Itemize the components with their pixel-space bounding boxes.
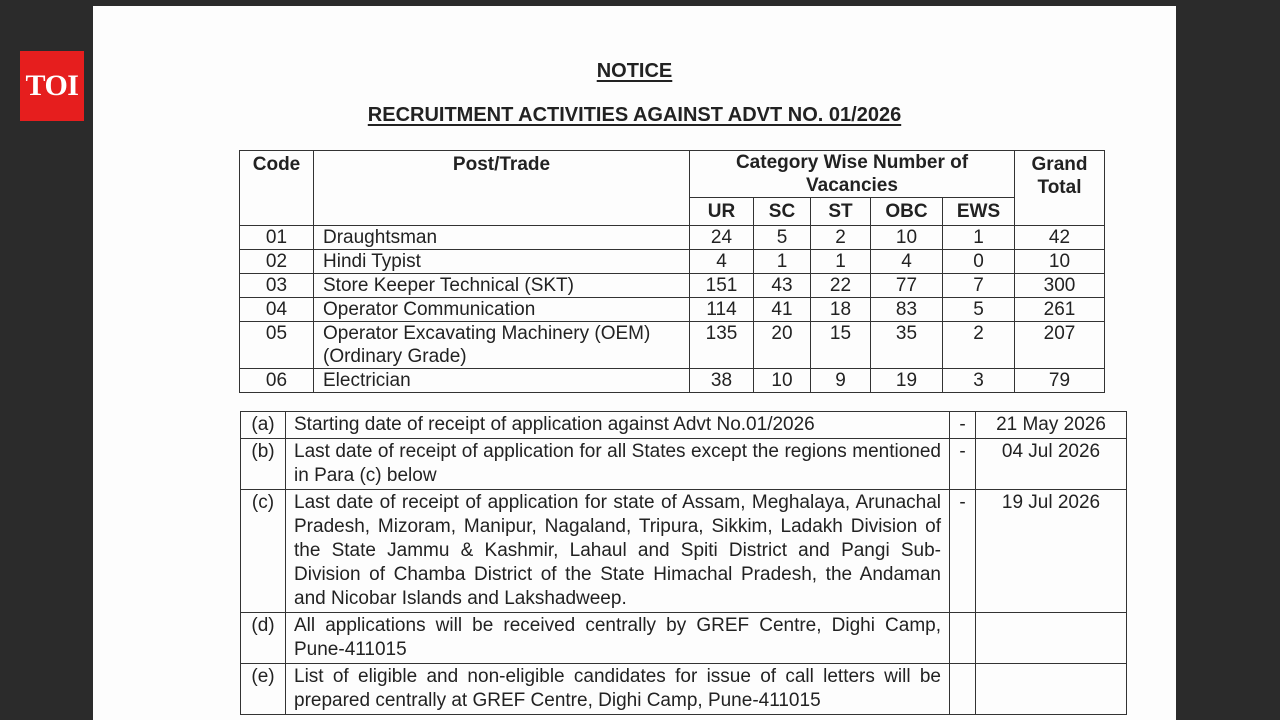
row-description: All applications will be received centrally by GREF Centre, Dighi Camp, Pune-411015: [286, 613, 950, 664]
row-label: (c): [241, 490, 286, 613]
ews-cell: 2: [943, 322, 1015, 369]
total-cell: 261: [1015, 298, 1105, 322]
table-row: [241, 613, 1127, 664]
toi-logo: TOI: [20, 51, 84, 121]
dates-table: [240, 411, 1127, 715]
sc-cell: 10: [754, 369, 811, 393]
row-date: 19 Jul 2026: [976, 490, 1127, 613]
header-st: ST: [811, 198, 871, 226]
st-cell: 1: [811, 250, 871, 274]
code-cell: 02: [240, 250, 314, 274]
row-date: [976, 664, 1127, 715]
row-date: 21 May 2026: [976, 412, 1127, 439]
header-category-vacancies: Category Wise Number of Vacancies: [690, 151, 1015, 198]
row-label: (a): [241, 412, 286, 439]
notice-heading: RECRUITMENT ACTIVITIES AGAINST ADVT NO. 01/2026: [367, 104, 902, 126]
obc-cell: 77: [871, 274, 943, 298]
table-row: [241, 439, 1127, 490]
post-cell: Electrician: [314, 369, 690, 393]
ews-cell: 7: [943, 274, 1015, 298]
sc-cell: 43: [754, 274, 811, 298]
total-cell: 79: [1015, 369, 1105, 393]
ews-cell: 5: [943, 298, 1015, 322]
ur-cell: 151: [690, 274, 754, 298]
sc-cell: 5: [754, 226, 811, 250]
header-sc: SC: [754, 198, 811, 226]
obc-cell: 35: [871, 322, 943, 369]
st-cell: 18: [811, 298, 871, 322]
obc-cell: 83: [871, 298, 943, 322]
total-cell: 42: [1015, 226, 1105, 250]
ur-cell: 135: [690, 322, 754, 369]
table-row: [240, 274, 1105, 298]
post-cell: Draughtsman: [314, 226, 690, 250]
row-description: Last date of receipt of application for state of Assam, Meghalaya, Arunachal Pradesh, Mizoram, Manipur, Nagaland, Tripura, Sikkim, Ladakh Division of the State Jammu & Kashmir, Lahaul and Spiti District and Pangi Sub-Division of Chamba District of the State Himachal Pradesh, the Andaman and Nicobar Islands and Lakshadweep.: [286, 490, 950, 613]
row-label: (e): [241, 664, 286, 715]
table-row: [241, 490, 1127, 613]
row-description: List of eligible and non-eligible candidates for issue of call letters will be prepared centrally at GREF Centre, Dighi Camp, Pune-411015: [286, 664, 950, 715]
obc-cell: 10: [871, 226, 943, 250]
table-row: [241, 664, 1127, 715]
ur-cell: 38: [690, 369, 754, 393]
row-description: Starting date of receipt of application against Advt No.01/2026: [286, 412, 950, 439]
row-label: (d): [241, 613, 286, 664]
row-dash: [950, 613, 976, 664]
row-date: [976, 613, 1127, 664]
row-dash: -: [950, 439, 976, 490]
code-cell: 01: [240, 226, 314, 250]
table-row: [240, 298, 1105, 322]
row-dash: -: [950, 490, 976, 613]
sc-cell: 20: [754, 322, 811, 369]
post-cell: Store Keeper Technical (SKT): [314, 274, 690, 298]
header-ews: EWS: [943, 198, 1015, 226]
ur-cell: 4: [690, 250, 754, 274]
table-row: [241, 412, 1127, 439]
vacancy-table: [239, 150, 1105, 393]
table-row: [240, 226, 1105, 250]
code-cell: 04: [240, 298, 314, 322]
post-cell: Operator Excavating Machinery (OEM) (Ordinary Grade): [314, 322, 690, 369]
table-row: [240, 369, 1105, 393]
header-ur: UR: [690, 198, 754, 226]
table-row: [240, 322, 1105, 369]
header-post-trade: Post/Trade: [314, 151, 690, 226]
obc-cell: 4: [871, 250, 943, 274]
ews-cell: 3: [943, 369, 1015, 393]
post-cell: Hindi Typist: [314, 250, 690, 274]
total-cell: 300: [1015, 274, 1105, 298]
notice-title: NOTICE: [596, 60, 673, 82]
row-description: Last date of receipt of application for all States except the regions mentioned in Para (c) below: [286, 439, 950, 490]
sc-cell: 1: [754, 250, 811, 274]
sc-cell: 41: [754, 298, 811, 322]
ur-cell: 24: [690, 226, 754, 250]
st-cell: 9: [811, 369, 871, 393]
total-cell: 10: [1015, 250, 1105, 274]
ews-cell: 1: [943, 226, 1015, 250]
header-grand-total: Grand Total: [1015, 151, 1105, 226]
row-date: 04 Jul 2026: [976, 439, 1127, 490]
row-dash: [950, 664, 976, 715]
header-code: Code: [240, 151, 314, 226]
notice-document: [93, 6, 1176, 720]
total-cell: 207: [1015, 322, 1105, 369]
st-cell: 15: [811, 322, 871, 369]
code-cell: 05: [240, 322, 314, 369]
table-row: [240, 250, 1105, 274]
post-cell: Operator Communication: [314, 298, 690, 322]
st-cell: 2: [811, 226, 871, 250]
header-obc: OBC: [871, 198, 943, 226]
code-cell: 03: [240, 274, 314, 298]
obc-cell: 19: [871, 369, 943, 393]
ur-cell: 114: [690, 298, 754, 322]
code-cell: 06: [240, 369, 314, 393]
st-cell: 22: [811, 274, 871, 298]
row-dash: -: [950, 412, 976, 439]
row-label: (b): [241, 439, 286, 490]
ews-cell: 0: [943, 250, 1015, 274]
